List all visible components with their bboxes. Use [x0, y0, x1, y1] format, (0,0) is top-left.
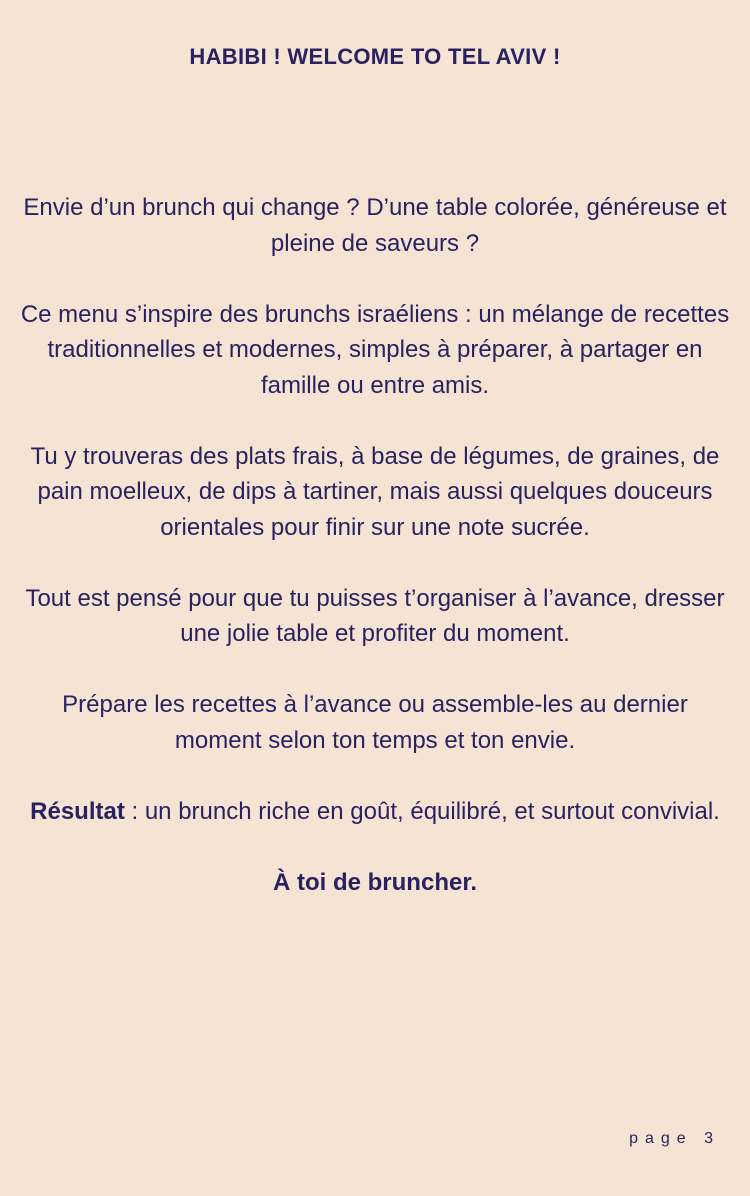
paragraph-result — [20, 794, 730, 830]
result-label: Résultat — [30, 797, 125, 825]
paragraph-dishes: Tu y trouveras des plats frais, à base de légumes, de graines, de pain moelleux, de dips à tartiner, mais aussi quelques douceurs orientales pour finir sur une note sucrée. — [30, 442, 720, 541]
body-text — [20, 190, 730, 900]
page-title: HABIBI ! WELCOME TO TEL AVIV ! — [189, 44, 561, 69]
paragraph-preparation: Prépare les recettes à l’avance ou assemble-les au dernier moment selon ton temps et ton envie. — [62, 691, 688, 754]
page-number: page 3 — [629, 1130, 720, 1147]
paragraph-intro: Envie d’un brunch qui change ? D’une table colorée, généreuse et pleine de saveurs ? — [23, 194, 727, 257]
paragraph-closing: À toi de bruncher. — [272, 868, 478, 896]
result-text: : un brunch riche en goût, équilibré, et surtout convivial. — [124, 797, 720, 825]
paragraph-organisation: Tout est pensé pour que tu puisses t’organiser à l’avance, dresser une jolie table et profiter du moment. — [25, 584, 725, 647]
paragraph-inspiration: Ce menu s’inspire des brunchs israéliens : un mélange de recettes traditionnelles et modernes, simples à préparer, à partager en famille ou entre amis. — [20, 300, 730, 399]
